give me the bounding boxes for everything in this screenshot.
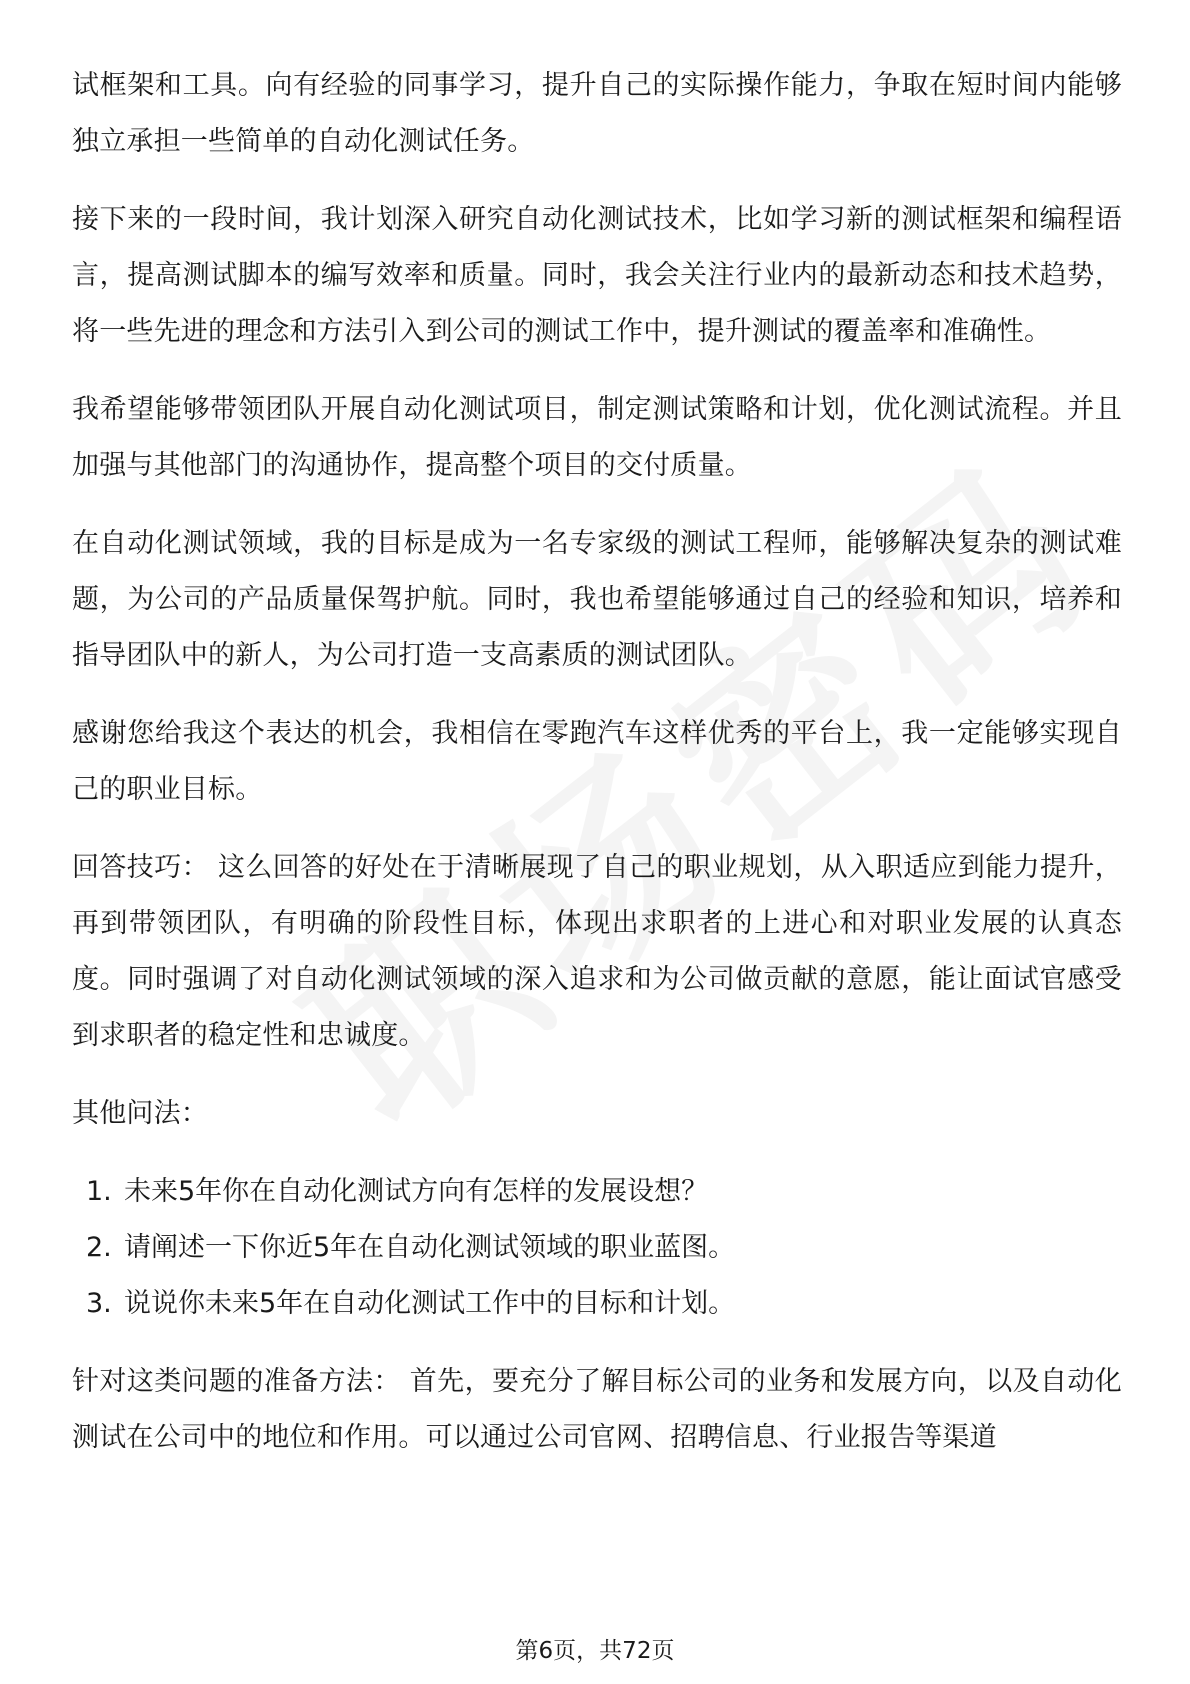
- paragraph-answer-tips: 回答技巧： 这么回答的好处在于清晰展现了自己的职业规划，从入职适应到能力提升，再到带领团队，有明确的阶段性目标，体现出求职者的上进心和对职业发展的认真态度。同时强调了对自动化测试领域的深入追求和为公司做贡献的意愿，能让面试官感受到求职者的稳定性和忠诚度。: [72, 852, 1122, 1051]
- page-number: 第6页，共72页: [515, 1638, 675, 1664]
- list-item-number: 3.: [86, 1288, 112, 1319]
- list-item-number: 2.: [86, 1232, 112, 1263]
- paragraph-team-lead: 我希望能够带领团队开展自动化测试项目，制定测试策略和计划，优化测试流程。并且加强与其他部门的沟通协作，提高整个项目的交付质量。: [72, 394, 1122, 481]
- paragraph-other-questions-heading: 其他问法：: [72, 1098, 208, 1129]
- list-item-number: 1.: [86, 1176, 112, 1207]
- list-item-text: 说说你未来5年在自动化测试工作中的目标和计划。: [124, 1288, 736, 1319]
- list-item: [72, 1164, 1122, 1220]
- paragraph-research-plan: 接下来的一段时间，我计划深入研究自动化测试技术，比如学习新的测试框架和编程语言，提高测试脚本的编写效率和质量。同时，我会关注行业内的最新动态和技术趋势，将一些先进的理念和方法引入到公司的测试工作中，提升测试的覆盖率和准确性。: [72, 204, 1122, 347]
- alt-questions-list: [72, 1164, 1122, 1332]
- list-item-text: 未来5年你在自动化测试方向有怎样的发展设想？: [124, 1176, 709, 1207]
- paragraph-prep-method: 针对这类问题的准备方法： 首先，要充分了解目标公司的业务和发展方向，以及自动化测试在公司中的地位和作用。可以通过公司官网、招聘信息、行业报告等渠道: [72, 1366, 1122, 1453]
- page-content: [72, 58, 1122, 1488]
- list-item: [72, 1220, 1122, 1276]
- paragraph-expert-goal: 在自动化测试领域，我的目标是成为一名专家级的测试工程师，能够解决复杂的测试难题，为公司的产品质量保驾护航。同时，我也希望能够通过自己的经验和知识，培养和指导团队中的新人，为公司打造一支高素质的测试团队。: [72, 528, 1122, 671]
- paragraph-training: 试框架和工具。向有经验的同事学习，提升自己的实际操作能力，争取在短时间内能够独立承担一些简单的自动化测试任务。: [72, 70, 1122, 157]
- paragraph-thanks: 感谢您给我这个表达的机会，我相信在零跑汽车这样优秀的平台上，我一定能够实现自己的职业目标。: [72, 718, 1122, 805]
- list-item-text: 请阐述一下你近5年在自动化测试领域的职业蓝图。: [124, 1232, 736, 1263]
- list-item: [72, 1276, 1122, 1332]
